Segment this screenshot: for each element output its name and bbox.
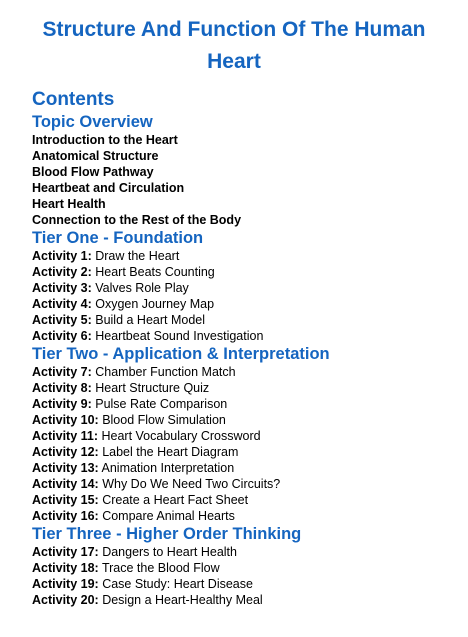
activity-name: Oxygen Journey Map [95,297,215,311]
activity-name: Case Study: Heart Disease [102,577,253,591]
tier-two-activity-list [32,364,452,524]
activity-item [32,444,452,460]
topic-item: Blood Flow Pathway [32,165,154,179]
activity-number: Activity 20: [32,593,99,607]
activity-number: Activity 11: [32,429,99,443]
section-heading-topic-overview: Topic Overview [32,113,153,131]
contents-heading: Contents [32,89,115,110]
section-heading-tier-two: Tier Two - Application & Interpretation [32,345,330,363]
activity-number: Activity 6: [32,329,92,343]
activity-name: Heart Structure Quiz [95,381,210,395]
activity-number: Activity 2: [32,265,92,279]
activity-name: Heartbeat Sound Investigation [95,329,264,343]
section-heading-tier-three: Tier Three - Higher Order Thinking [32,525,302,543]
activity-item [32,460,452,476]
activity-item [32,364,452,380]
activity-item [32,328,452,344]
document-title-line-1: Structure And Function Of The Human [42,18,426,41]
topic-overview-list [32,132,452,228]
activity-name: Heart Beats Counting [95,265,215,279]
activity-number: Activity 16: [32,509,99,523]
topic-item: Heart Health [32,197,106,211]
topic-item: Heartbeat and Circulation [32,181,185,195]
activity-name: Pulse Rate Comparison [95,397,228,411]
activity-number: Activity 13: [32,461,99,475]
activity-name: Draw the Heart [95,249,180,263]
topic-item: Connection to the Rest of the Body [32,213,242,227]
activity-number: Activity 10: [32,413,99,427]
activity-item [32,264,452,280]
document-title-line-2: Heart [207,50,261,73]
activity-number: Activity 18: [32,561,99,575]
table-of-contents [32,112,452,608]
activity-name: Trace the Blood Flow [101,561,220,575]
tier-three-activity-list [32,544,452,608]
activity-number: Activity 12: [32,445,99,459]
activity-number: Activity 17: [32,545,99,559]
activity-item [32,412,452,428]
activity-name: Dangers to Heart Health [102,545,237,559]
activity-item [32,428,452,444]
activity-number: Activity 14: [32,477,99,491]
activity-item [32,592,452,608]
activity-name: Blood Flow Simulation [102,413,226,427]
activity-number: Activity 19: [32,577,99,591]
activity-name: Design a Heart-Healthy Meal [102,593,263,607]
topic-item: Anatomical Structure [32,149,159,163]
section-heading-tier-one: Tier One - Foundation [32,229,204,247]
activity-item [32,476,452,492]
activity-name: Animation Interpretation [101,461,235,475]
activity-item [32,396,452,412]
activity-number: Activity 9: [32,397,92,411]
activity-number: Activity 4: [32,297,92,311]
activity-item [32,296,452,312]
activity-name: Build a Heart Model [95,313,206,327]
activity-number: Activity 3: [32,281,92,295]
document-title [0,14,468,78]
activity-number: Activity 15: [32,493,99,507]
topic-item: Introduction to the Heart [32,133,178,147]
activity-item [32,560,452,576]
activity-number: Activity 1: [32,249,92,263]
activity-name: Why Do We Need Two Circuits? [102,477,281,491]
activity-number: Activity 8: [32,381,92,395]
activity-item [32,280,452,296]
activity-number: Activity 5: [32,313,92,327]
activity-item [32,544,452,560]
activity-item [32,248,452,264]
activity-item [32,576,452,592]
activity-name: Heart Vocabulary Crossword [101,429,261,443]
activity-name: Compare Animal Hearts [102,509,235,523]
activity-item [32,508,452,524]
tier-one-activity-list [32,248,452,344]
activity-number: Activity 7: [32,365,92,379]
activity-item [32,312,452,328]
activity-item [32,380,452,396]
activity-item [32,492,452,508]
activity-name: Chamber Function Match [95,365,236,379]
activity-name: Label the Heart Diagram [102,445,239,459]
activity-name: Create a Heart Fact Sheet [102,493,249,507]
activity-name: Valves Role Play [95,281,189,295]
